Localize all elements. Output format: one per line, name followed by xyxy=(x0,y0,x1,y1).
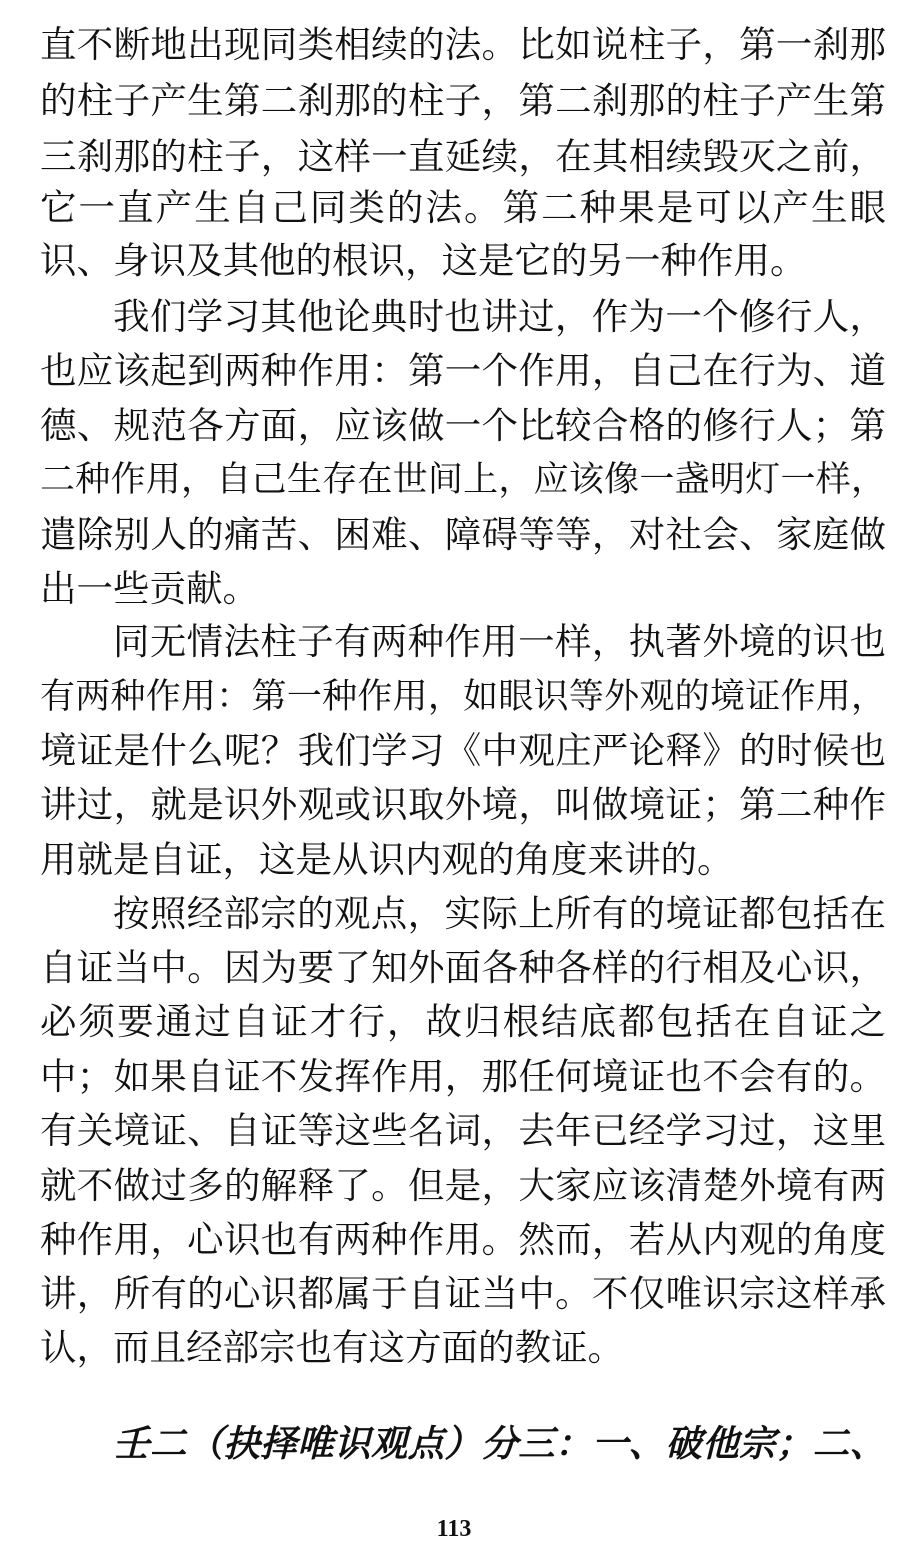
text-line: 就不做过多的解释了。但是，大家应该清楚外境有两 xyxy=(40,1164,886,1207)
text-line: 遣除别人的痛苦、困难、障碍等等，对社会、家庭做 xyxy=(40,513,886,556)
text-line: 它一直产生自己同类的法。第二种果是可以产生眼 xyxy=(40,186,886,229)
text-line: 中；如果自证不发挥作用，那任何境证也不会有的。 xyxy=(40,1055,886,1098)
text-line: 用就是自证，这是从识内观的角度来讲的。 xyxy=(40,838,734,881)
text-line: 有关境证、自证等这些名词，去年已经学习过，这里 xyxy=(40,1109,886,1152)
text-line: 按照经部宗的观点，实际上所有的境证都包括在 xyxy=(113,892,886,935)
text-line: 的柱子产生第二刹那的柱子，第二刹那的柱子产生第 xyxy=(40,79,886,122)
text-line: 讲过，就是识外观或识取外境，叫做境证；第二种作 xyxy=(40,783,886,826)
text-line: 二种作用，自己生存在世间上，应该像一盏明灯一样， xyxy=(40,460,886,500)
text-line: 境证是什么呢？我们学习《中观庄严论释》的时候也 xyxy=(40,729,886,772)
text-line: 有两种作用：第一种作用，如眼识等外观的境证作用， xyxy=(40,677,886,717)
text-line: 认，而且经部宗也有这方面的教证。 xyxy=(40,1326,624,1369)
text-line: 识、身识及其他的根识，这是它的另一种作用。 xyxy=(40,239,807,282)
text-line: 德、规范各方面，应该做一个比较合格的修行人；第 xyxy=(40,404,886,447)
text-line: 必须要通过自证才行，故归根结底都包括在自证之 xyxy=(40,1000,886,1043)
text-line: 出一些贡献。 xyxy=(40,567,259,610)
text-line: 我们学习其他论典时也讲过，作为一个修行人， xyxy=(113,295,886,338)
text-line: 同无情法柱子有两种作用一样，执著外境的识也 xyxy=(113,620,886,663)
text-line: 直不断地出现同类相续的法。比如说柱子，第一刹那 xyxy=(40,23,886,66)
text-line: 三刹那的柱子，这样一直延续，在其相续毁灭之前， xyxy=(40,135,886,178)
section-heading: 壬二（抉择唯识观点）分三：一、破他宗；二、 xyxy=(113,1422,886,1465)
page-number: 113 xyxy=(436,1516,472,1542)
text-line: 种作用，心识也有两种作用。然而，若从内观的角度 xyxy=(40,1218,886,1261)
text-line: 自证当中。因为要了知外面各种各样的行相及心识， xyxy=(40,946,886,989)
text-line: 讲，所有的心识都属于自证当中。不仅唯识宗这样承 xyxy=(40,1272,886,1315)
text-line: 也应该起到两种作用：第一个作用，自己在行为、道 xyxy=(40,349,886,392)
